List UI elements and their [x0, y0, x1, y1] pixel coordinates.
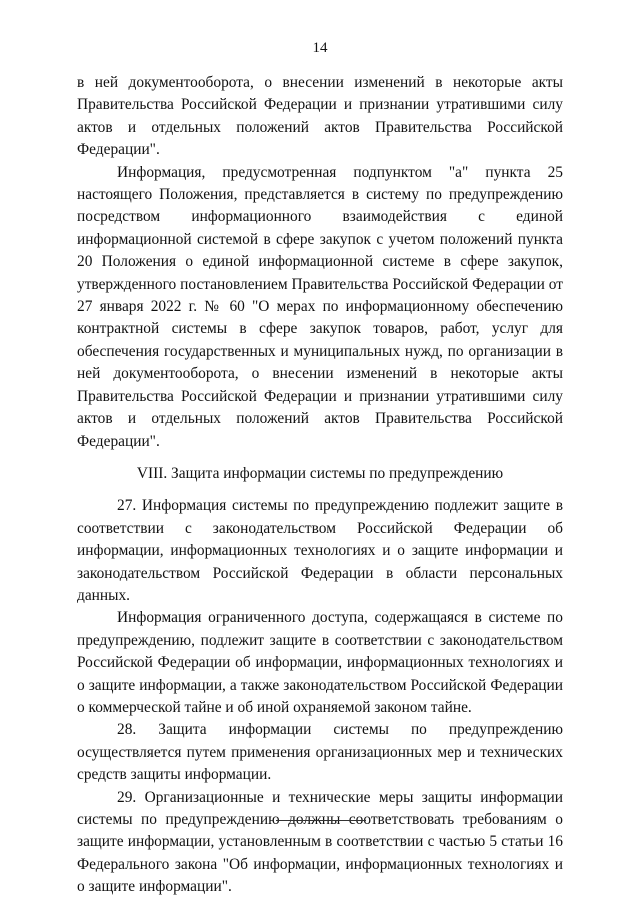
page-number: 14 — [312, 40, 328, 56]
paragraph-27: 27. Информация системы по предупреждению подлежит защите в соответствии с законодательством Российской Федерации об информации, информационных технологиях и о защите информации и законодательством Российской Федерации в области персональных данных. — [77, 497, 563, 604]
paragraph-29: 29. Организационные и технические меры защиты информации системы по предупреждению должны соответствовать требованиям о защите информации, установленным в соответствии с частью 5 статьи 16 Федерального закона "Об информации, информационных технологиях и о защите информации". — [77, 788, 563, 896]
paragraph-27-restricted: Информация ограниченного доступа, содержащаяся в системе по предупреждению, подлежит защите в соответствии с законодательством Российской Федерации об информации, информационных технологиях и о защите информации, а также законодательством Российской Федерации о коммерческой тайне и об иной охраняемой законом тайне. — [77, 609, 563, 716]
paragraph-info-25: Информация, предусмотренная подпунктом "а" пункта 25 настоящего Положения, представляется в систему по предупреждению посредством информационного взаимодействия с единой информационной системой в сфере закупок с учетом положений пункта 20 Положения о единой информационной системе в сфере закупок, утвержденного постановлением Правительства Российской Федерации от 27 января 2022 г. № 60 "О мерах по информационному обеспечению контрактной системы в сфере закупок товаров, работ, услуг для обеспечения государственных и муниципальных нужд, по организации в ней документооборота, о внесении изменений в некоторые акты Правительства Российской Федерации и признании утратившими силу актов и отдельных положений актов Правительства Российской Федерации". — [77, 163, 563, 450]
paragraph-28: 28. Защита информации системы по предупреждению осуществляется путем применения организационных мер и технических средств защиты информации. — [77, 721, 563, 784]
paragraph-continuation: в ней документооборота, о внесении изменений в некоторые акты Правительства Российской Федерации и признании утратившими силу актов и отдельных положений актов Правительства Российской Федерации". — [77, 74, 563, 159]
footer-divider — [276, 820, 366, 821]
section-heading: VIII. Защита информации системы по предупреждению — [136, 464, 504, 482]
document-body — [77, 72, 563, 899]
